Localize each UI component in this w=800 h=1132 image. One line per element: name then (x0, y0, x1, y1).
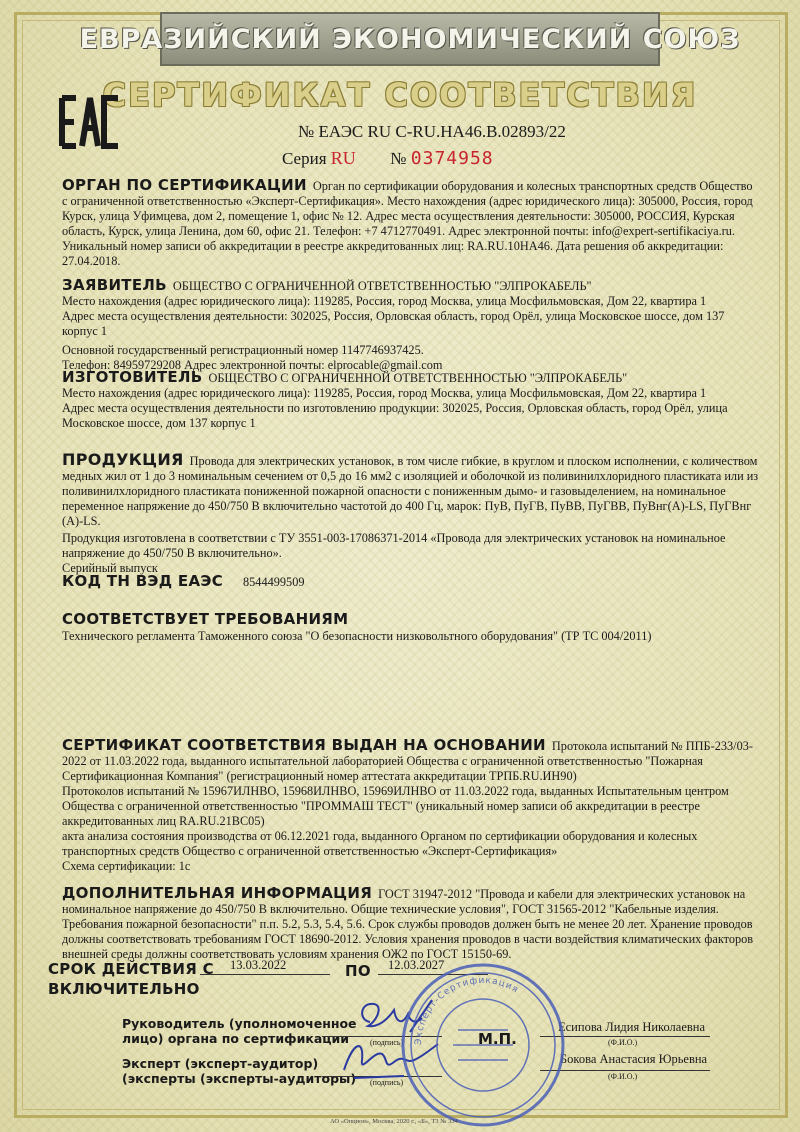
basis-text-3: акта анализа состояния производства от 06.12.2021 года, выданного Органом по сертификации оборудования и колесных транспортных средств Общество с ограниченной ответственностью «Эксперт-Сертификация» (62, 829, 698, 858)
basis-heading: СЕРТИФИКАТ СООТВЕТСТВИЯ ВЫДАН НА ОСНОВАНИИ (62, 736, 546, 754)
union-banner (79, 12, 741, 66)
certification-scheme: Схема сертификации: 1с (62, 859, 191, 873)
applicant-ogrn: Основной государственный регистрационный номер 1147746937425. (62, 343, 424, 357)
head-label-line2: лицо) органа по сертификации (122, 1031, 350, 1046)
expert-name-caption: (Ф.И.О.) (608, 1072, 638, 1081)
tn-ved-heading: КОД ТН ВЭД ЕАЭС (62, 572, 223, 590)
requirements-text: Технического регламента Таможенного союза "О безопасности низковольтного оборудования" (ТР ТС 004/2011) (62, 629, 652, 643)
certificate-title: СЕРТИФИКАТ СООТВЕТСТВИЯ (102, 76, 698, 114)
expert-label-line2: (эксперты (эксперты-аудиторы) (122, 1071, 357, 1086)
applicant-contacts: Телефон: 84959729208 Адрес электронной почты: elprocable@gmail.com (62, 358, 443, 372)
applicant-heading: ЗАЯВИТЕЛЬ (62, 276, 167, 294)
manufacturer-heading: ИЗГОТОВИТЕЛЬ (62, 368, 203, 386)
tn-ved-section (62, 574, 760, 590)
tn-ved-code: 8544499509 (243, 575, 305, 589)
serial-number: 0374958 (410, 148, 494, 169)
seal-label: М.П. (478, 1030, 517, 1048)
manufacturer-name: ОБЩЕСТВО С ОГРАНИЧЕННОЙ ОТВЕТСТВЕННОСТЬЮ "ЭЛПРОКАБЕЛЬ" (208, 371, 628, 385)
product-heading: ПРОДУКЦИЯ (62, 450, 184, 469)
product-description: Провода для электрических установок, в том числе гибкие, в круглом и плоском исполнении, с количеством медных жил от 1 до 3 номинальным сечением от 0,5 до 16 мм2 с изоляцией и оболочкой из поливинилхлоридного пластиката или из поливинилхлоридного пластиката пониженной пожарной опасности с пониженным дымо- и газовыделением, на номинальное переменное напряжение до 450/750 В включительно частотой до 400 Гц, марок: ПуВ, ПуГВ, ПуВВ, ПуГВВ, ПуВнг(А)-LS, ПуГВнг (А)-LS. (62, 454, 759, 528)
basis-text-1: Протокола испытаний № ППБ-233/03-2022 от 11.03.2022 года, выданного испытательной лабораторией Общества с ограниченной ответственностью "Пожарная Сертификационная Компания" (регистрационный номер аттестата аккредитации ТРПБ.RU.ИН90) (62, 739, 753, 783)
head-signature-caption: (подпись) (370, 1038, 404, 1047)
number-prefix: № ЕАЭС (298, 122, 364, 141)
manufacturer-section (62, 370, 760, 431)
expert-signature-caption: (подпись) (370, 1078, 404, 1087)
basis-text-2: Протоколов испытаний № 15967ИЛНВО, 15968ИЛНВО, 15969ИЛНВО от 11.03.2022 года, выданных Испытательным центром Общества с ограниченной ответственностью "ПРОММАШ ТЕСТ" (уникальный номер записи об аккредитации в реестре аккредитованных лиц RA.RU.21ВС05) (62, 784, 729, 828)
manufacturer-legal-address: Место нахождения (адрес юридического лица): 119285, Россия, город Москва, улица Мосфильмовская, Дом 22, квартира 1 (62, 386, 707, 400)
expert-label-line1: Эксперт (эксперт-аудитор) (122, 1056, 319, 1071)
series-line (282, 148, 494, 169)
expert-label (122, 1056, 356, 1086)
certificate-number-line (298, 122, 566, 142)
seal-stamp-icon (398, 960, 568, 1130)
expert-name: Бокова Анастасия Юрьевна (560, 1052, 708, 1066)
union-name: ЕВРАЗИЙСКИЙ ЭКОНОМИЧЕСКИЙ СОЮЗ (79, 23, 741, 55)
series-value: RU (330, 148, 356, 168)
basis-section (62, 738, 760, 874)
certification-body-text: Орган по сертификации оборудования и колесных транспортных средств Общество с ограниченной ответственностью «Эксперт-Сертификация». Место нахождения (адрес юридического лица): 305000, Россия, город Курск, улица Уфимцева, дом 2, помещение 1, офис № 12. Адрес места осуществления деятельности: 305000, РОССИЯ, Курская область, Курск, улица Ленина, дом 60, офис 21. Телефон: +7 4712770491. Адрес электронной почты: info@expert-sertifikaciya.ru. Уникальный номер записи об аккредитации в реестре аккредитованных лиц: RA.RU.10HA46. Дата решения об аккредитации: 27.04.2018. (62, 179, 753, 268)
certification-body-section (62, 178, 760, 269)
head-label (122, 1016, 357, 1046)
head-name-caption: (Ф.И.О.) (608, 1038, 638, 1047)
manufacturer-production-address: Адрес места осуществления деятельности по изготовлению продукции: 302025, Россия, Орловская область, город Орёл, улица Московское шоссе, дом 137 корпус 1 (62, 401, 728, 430)
validity-from-underline (200, 974, 330, 975)
serial-prefix: № (390, 149, 407, 168)
head-label-line1: Руководитель (уполномоченное (122, 1016, 357, 1031)
series-label: Серия (282, 149, 327, 168)
product-serial: Серийный выпуск (62, 561, 158, 575)
applicant-name: ОБЩЕСТВО С ОГРАНИЧЕННОЙ ОТВЕТСТВЕННОСТЬЮ "ЭЛПРОКАБЕЛЬ" (172, 279, 592, 293)
stamp-arc-text: Эксперт-Сертификация (413, 975, 521, 1046)
validity-label-line1: СРОК ДЕЙСТВИЯ С (48, 960, 214, 978)
certification-body-heading: ОРГАН ПО СЕРТИФИКАЦИИ (62, 176, 307, 194)
printer-line: АО «Опцион», Москва, 2020 г., «Б», Т3 № 334 (330, 1118, 458, 1125)
additional-info-heading: ДОПОЛНИТЕЛЬНАЯ ИНФОРМАЦИЯ (62, 884, 373, 902)
eac-logo-icon (58, 92, 122, 152)
requirements-section (62, 612, 760, 644)
certificate-number: RU C-RU.HA46.B.02893/22 (367, 122, 566, 141)
applicant-legal-address: Место нахождения (адрес юридического лица): 119285, Россия, город Москва, улица Мосфильмовская, Дом 22, квартира 1 (62, 294, 707, 308)
validity-to-label: ПО (345, 962, 371, 980)
head-name: Есипова Лидия Николаевна (558, 1020, 706, 1034)
applicant-section (62, 278, 760, 373)
product-standard: Продукция изготовлена в соответствии с ТУ 3551-003-17086371-2014 «Провода для электрических установок на номинальное напряжение до 450/750 В включительно». (62, 531, 726, 560)
additional-info-section (62, 886, 760, 962)
product-section (62, 452, 760, 576)
validity-from-date: 13.03.2022 (230, 958, 287, 972)
additional-info-text: ГОСТ 31947-2012 "Провода и кабели для электрических установок на номинальное напряжение до 450/750 В включительно. Общие технические условия", ГОСТ 31565-2012 "Кабельные изделия. Требования пожарной безопасности" п.п. 5.2, 5.3, 5.4, 5.6. Срок службы проводов должен быть не менее 20 лет. Хранение проводов должны соответствовать требованиям ГОСТ 18690-2012. Условия хранения проводов в части воздействия климатических факторов внешней среды должны соответствовать условиям хранения ОЖ2 по ГОСТ 15150-69. (62, 887, 754, 961)
applicant-activity-address: Адрес места осуществления деятельности: 302025, Россия, Орловская область, город Орёл, улица Московское шоссе, дом 137 корпус 1 (62, 309, 725, 338)
validity-label-line2: ВКЛЮЧИТЕЛЬНО (48, 980, 200, 998)
validity-to-date: 12.03.2027 (388, 958, 445, 972)
requirements-heading: СООТВЕТСТВУЕТ ТРЕБОВАНИЯМ (62, 610, 349, 628)
